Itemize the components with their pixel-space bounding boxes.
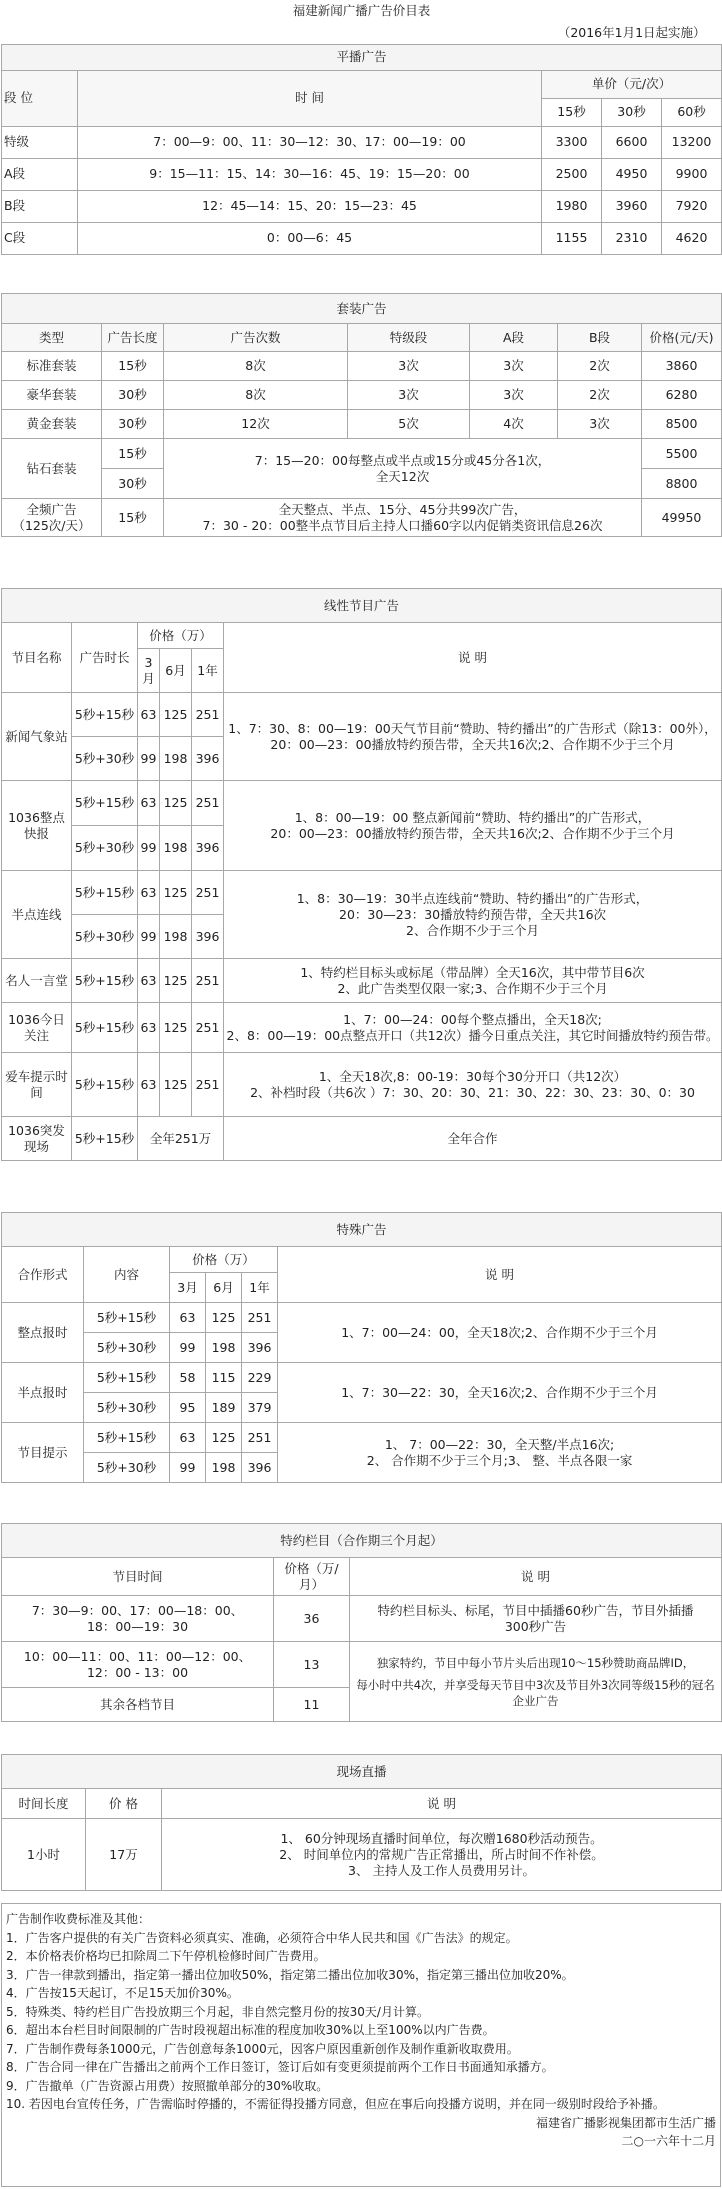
sponsor-price: 11 (274, 1688, 350, 1722)
pkg-length: 30秒 (102, 381, 164, 410)
price-cell: 全年251万 (138, 1117, 224, 1161)
fullband-desc-line: 全天整点、半点、15分、45分共99次广告， (278, 501, 527, 517)
special-title: 特殊广告 (2, 1213, 722, 1247)
program-length: 5秒+15秒 (72, 693, 138, 737)
sponsor-col-price: 价格（万/月） (274, 1558, 350, 1596)
price-cell: 4950 (602, 158, 662, 190)
special-ads-section (0, 1212, 722, 1483)
price-cell: 251 (192, 1053, 224, 1117)
price-cell: 63 (138, 871, 160, 915)
pkg-type: 标准套装 (2, 352, 102, 381)
price-cell: 251 (242, 1303, 278, 1333)
price-cell: 95 (170, 1393, 206, 1423)
program-ads-table (1, 588, 722, 1161)
notes-line: 10. 若因电台宣传任务，广告需临时停播的，不需征得投播方同意，但应在事后向投播方说明，并在同一级别时段给予补播。 (6, 2097, 665, 2111)
sponsor-section (0, 1523, 722, 1722)
price-cell: 379 (242, 1393, 278, 1423)
program-length: 5秒+30秒 (72, 915, 138, 959)
segment-name: 特级 (2, 126, 78, 158)
table-row (2, 781, 722, 826)
diamond-desc-line: 全天12次 (375, 468, 430, 484)
table-row (2, 959, 722, 1003)
program-desc (224, 1003, 722, 1053)
price-cell: 9900 (662, 158, 722, 190)
program-desc (224, 959, 722, 1003)
package-ads-section (0, 293, 722, 537)
pkg-length: 15秒 (102, 499, 164, 537)
notes-line: 8．广告合同一律在广告播出之前两个工作日签订，签订后如有变更须提前两个工作日书面通知承播方。 (6, 2060, 554, 2074)
segment-time: 0：00—6：45 (78, 222, 542, 254)
pkg-count: 8次 (164, 381, 348, 410)
table-row (2, 1363, 722, 1393)
live-desc-line: 1、 60分钟现场直播时间单位，每次赠1680秒活动预告。 (280, 1830, 603, 1846)
package-title: 套装广告 (2, 294, 722, 324)
price-cell: 99 (138, 915, 160, 959)
special-form: 半点报时 (2, 1363, 84, 1423)
col-time: 时 间 (78, 70, 542, 126)
price-cell: 189 (206, 1393, 242, 1423)
program-length: 5秒+15秒 (72, 1117, 138, 1161)
price-cell: 63 (138, 781, 160, 826)
price-cell: 2310 (602, 222, 662, 254)
program-desc (224, 781, 722, 871)
program-desc (224, 871, 722, 959)
table-row (2, 1053, 722, 1117)
segment-time: 9：15—11：15、14：30—16：45、19：15—20：00 (78, 158, 542, 190)
program-title: 线性节目广告 (2, 589, 722, 623)
program-desc-line: 2、此广告类型仅限一家;3、合作期不少于三个月 (337, 980, 608, 996)
program-desc-line: 2、8：00—19：00点整点开口（共12次）播今日重点关注，其它时间播放特约预告带。 (226, 1027, 719, 1043)
pkg-col-special: 特级段 (348, 324, 470, 352)
program-desc-line: 1、特约栏目标头或标尾（带品牌）全天16次，其中带节目6次 (300, 964, 645, 980)
pkg-b: 2次 (558, 381, 642, 410)
flat-ads-table (1, 0, 722, 255)
program-desc-line: 1、7：00—24：00每个整点播出，全天18次; (343, 1011, 602, 1027)
col-segment: 段 位 (2, 70, 78, 126)
pkg-b: 2次 (558, 352, 642, 381)
sp-col-3m: 3月 (170, 1273, 206, 1303)
price-cell: 63 (138, 1003, 160, 1053)
price-cell: 63 (170, 1303, 206, 1333)
live-price: 17万 (86, 1819, 162, 1891)
live-length: 1小时 (2, 1819, 86, 1891)
price-cell: 198 (206, 1453, 242, 1483)
program-name: 半点连线 (2, 871, 72, 959)
price-cell: 7920 (662, 190, 722, 222)
price-cell: 198 (160, 826, 192, 871)
notes-line: 9．广告撤单（广告资源占用费）按照撤单部分的30%收取。 (6, 2078, 329, 2093)
table-row (2, 352, 722, 381)
special-desc: 1、7：00—24：00，全天18次;2、合作期不少于三个月 (278, 1303, 722, 1363)
fullband-desc (164, 499, 642, 537)
duration-60: 60秒 (662, 98, 722, 126)
price-cell: 396 (192, 915, 224, 959)
sp-col-price: 价格（万） (170, 1247, 278, 1273)
pkg-type: 黄金套装 (2, 410, 102, 439)
price-cell: 63 (138, 1053, 160, 1117)
pkg-price: 3860 (642, 352, 722, 381)
prog-col-price: 价格（万） (138, 623, 224, 649)
price-cell: 63 (170, 1423, 206, 1453)
program-name: 1036今日关注 (2, 1003, 72, 1053)
price-cell: 99 (138, 826, 160, 871)
special-content: 5秒+15秒 (84, 1363, 170, 1393)
table-row (2, 499, 722, 537)
price-cell: 251 (192, 781, 224, 826)
program-name: 1036整点快报 (2, 781, 72, 871)
notes-line: 1．广告客户提供的有关广告资料必须真实、准确，必须符合中华人民共和国《广告法》的规定。 (6, 1930, 518, 1945)
live-desc-line: 3、 主持人及工作人员费用另计。 (348, 1862, 535, 1878)
price-cell: 63 (138, 693, 160, 737)
price-cell: 229 (242, 1363, 278, 1393)
segment-name: A段 (2, 158, 78, 190)
program-desc-line: 1、7：30、8：00—19：00天气节目前“赞助、特约播出”的广告形式（除13：00外）， (228, 720, 717, 736)
program-length: 5秒+15秒 (72, 781, 138, 826)
price-cell: 125 (206, 1423, 242, 1453)
pkg-col-count: 广告次数 (164, 324, 348, 352)
pkg-col-type: 类型 (2, 324, 102, 352)
sponsor-time: 其余各档节目 (2, 1688, 274, 1722)
prog-col-6m: 6月 (160, 649, 192, 693)
prog-col-name: 节目名称 (2, 623, 72, 693)
price-cell: 2500 (542, 158, 602, 190)
program-length: 5秒+15秒 (72, 1003, 138, 1053)
segment-name: B段 (2, 190, 78, 222)
signature: 福建省广播影视集团都市生活广播 (535, 2115, 716, 2130)
program-desc (224, 1053, 722, 1117)
pkg-a: 3次 (470, 381, 558, 410)
sponsor-title: 特约栏目（合作期三个月起） (2, 1524, 722, 1558)
prog-col-3m: 3月 (138, 649, 160, 693)
pkg-length: 15秒 (102, 352, 164, 381)
price-cell: 58 (170, 1363, 206, 1393)
price-cell: 63 (138, 959, 160, 1003)
pkg-a: 4次 (470, 410, 558, 439)
price-cell: 1980 (542, 190, 602, 222)
special-desc: 1、7：30—22：30，全天16次;2、合作期不少于三个月 (278, 1363, 722, 1423)
price-cell: 396 (242, 1333, 278, 1363)
notes-section (1, 1903, 721, 2187)
sp-col-desc: 说 明 (278, 1247, 722, 1303)
table-row (2, 1423, 722, 1453)
table-row (2, 410, 722, 439)
pkg-b: 3次 (558, 410, 642, 439)
pkg-length: 30秒 (102, 469, 164, 499)
program-name: 新闻气象站 (2, 693, 72, 781)
price-cell: 99 (138, 737, 160, 781)
sponsor-price: 13 (274, 1642, 350, 1688)
prog-col-length: 广告时长 (72, 623, 138, 693)
package-ads-table (1, 293, 722, 537)
program-length: 5秒+30秒 (72, 737, 138, 781)
notes-line: 6．超出本台栏目时间限制的广告时段视超出标准的程度加收30%以上至100%以内广告费。 (6, 2023, 495, 2037)
sponsor-price: 36 (274, 1596, 350, 1642)
sponsor-desc-line: 300秒广告 (504, 1618, 567, 1634)
table-row (2, 1642, 722, 1688)
sponsor-col-time: 节目时间 (2, 1558, 274, 1596)
sponsor-time-line: 10：00—11：00、11：00—12：00、 (23, 1648, 252, 1664)
program-length: 5秒+15秒 (72, 1053, 138, 1117)
sponsor-col-desc: 说 明 (350, 1558, 722, 1596)
price-cell: 4620 (662, 222, 722, 254)
program-desc-line: 1、8：00—19：00 整点新闻前“赞助、特约播出”的广告形式， (294, 809, 651, 825)
program-length: 5秒+30秒 (72, 826, 138, 871)
price-cell: 3960 (602, 190, 662, 222)
price-cell: 251 (242, 1423, 278, 1453)
live-desc-line: 2、 时间单位内的常规广告正常播出，所占时间不作补偿。 (279, 1846, 604, 1862)
sponsor-time-line: 12：00 - 13：00 (86, 1664, 189, 1680)
pkg-col-a: A段 (470, 324, 558, 352)
live-col-price: 价 格 (86, 1789, 162, 1819)
price-cell: 198 (160, 737, 192, 781)
price-cell: 13200 (662, 126, 722, 158)
special-form: 节目提示 (2, 1423, 84, 1483)
live-col-length: 时间长度 (2, 1789, 86, 1819)
price-cell: 198 (160, 915, 192, 959)
live-section (0, 1754, 722, 1891)
sign-date: 二○一六年十二月 (621, 2134, 716, 2148)
sponsor-time-line: 18：00—19：30 (86, 1618, 189, 1634)
segment-name: C段 (2, 222, 78, 254)
notes-line: 3．广告一律款到播出，指定第一播出位加收50%，指定第二播出位加收30%，指定第三播出位加收20%。 (6, 1967, 574, 1982)
table-row (2, 693, 722, 737)
program-desc-line: 1、全天18次,8：00-19：30每个30分开口（共12次） (318, 1068, 627, 1084)
special-form: 整点报时 (2, 1303, 84, 1363)
prog-col-desc: 说 明 (224, 623, 722, 693)
price-cell: 125 (160, 959, 192, 1003)
price-cell: 1155 (542, 222, 602, 254)
notes-title: 广告制作收费标准及其他： (6, 1912, 151, 1926)
table-row (2, 381, 722, 410)
program-desc-line: 1、8：30—19：30半点连线前“赞助、特约播出”的广告形式， (296, 890, 649, 906)
pkg-price: 8800 (642, 469, 722, 499)
table-row (2, 871, 722, 915)
price-cell: 115 (206, 1363, 242, 1393)
segment-time: 7：00—9：00、11：30—12：30、17：00—19：00 (78, 126, 542, 158)
price-cell: 251 (192, 693, 224, 737)
sponsor-desc-line: 每小时中共4次，并享受每天节目中3次及节目外3次同等级15秒的冠名企业广告 (356, 1677, 715, 1708)
pkg-col-b: B段 (558, 324, 642, 352)
sponsor-desc-line: 特约栏目标头、标尾，节目中插播60秒广告，节目外插播 (377, 1602, 694, 1618)
diamond-desc (164, 439, 642, 499)
segment-time: 12：45—14：15、20：15—23：45 (78, 190, 542, 222)
price-cell: 125 (160, 871, 192, 915)
special-desc-line: 2、 合作期不少于三个月;3、 整、半点各限一家 (366, 1452, 633, 1468)
duration-30: 30秒 (602, 98, 662, 126)
price-cell: 99 (170, 1453, 206, 1483)
program-desc-line: 20：00—23：00播放特约预告带，全天共16次;2、合作期不少于三个月 (270, 736, 675, 752)
price-cell: 99 (170, 1333, 206, 1363)
price-cell: 198 (206, 1333, 242, 1363)
price-cell: 125 (160, 1003, 192, 1053)
special-ads-table (1, 1212, 722, 1483)
live-title: 现场直播 (2, 1755, 722, 1789)
sp-col-1y: 1年 (242, 1273, 278, 1303)
table-row (2, 126, 722, 158)
effective-date: （2016年1月1日起实施） (557, 24, 706, 40)
price-cell: 125 (206, 1303, 242, 1333)
table-row (2, 190, 722, 222)
pkg-type (2, 499, 102, 537)
table-row (2, 1003, 722, 1053)
pkg-col-price: 价格(元/天) (642, 324, 722, 352)
notes-line: 4．广告按15天起订，不足15天加价30%。 (6, 1986, 239, 2000)
pkg-price: 8500 (642, 410, 722, 439)
price-cell: 3300 (542, 126, 602, 158)
pkg-type: 钻石套装 (2, 439, 102, 499)
live-table (1, 1754, 722, 1891)
program-name: 名人一言堂 (2, 959, 72, 1003)
table-row (2, 1596, 722, 1642)
program-name: 1036突发现场 (2, 1117, 72, 1161)
table-row (2, 1819, 722, 1891)
pkg-col-length: 广告长度 (102, 324, 164, 352)
live-desc (162, 1819, 722, 1891)
program-desc: 全年合作 (224, 1117, 722, 1161)
pkg-type-line: 全频广告 (26, 501, 77, 517)
pkg-length: 30秒 (102, 410, 164, 439)
price-cell: 251 (192, 1003, 224, 1053)
price-cell: 396 (242, 1453, 278, 1483)
pkg-price: 5500 (642, 439, 722, 469)
special-content: 5秒+30秒 (84, 1333, 170, 1363)
price-cell: 125 (160, 781, 192, 826)
table-row (2, 1117, 722, 1161)
table-row (2, 158, 722, 190)
sponsor-time-line: 7：30—9：00、17：00—18：00、 (31, 1602, 244, 1618)
sponsor-time (2, 1596, 274, 1642)
table-row (2, 439, 722, 469)
sp-col-6m: 6月 (206, 1273, 242, 1303)
special-desc (278, 1423, 722, 1483)
col-price: 单价（元/次） (542, 70, 722, 98)
fullband-desc-line: 7：30 - 20：00整半点节目后主持人口播60字以内促销类资讯信息26次 (202, 517, 603, 533)
special-content: 5秒+30秒 (84, 1393, 170, 1423)
price-cell: 251 (192, 959, 224, 1003)
notes-line: 2．本价格表价格均已扣除周二下午停机检修时间广告费用。 (6, 1949, 326, 1963)
pkg-price: 49950 (642, 499, 722, 537)
notes-line: 7．广告制作费每条1000元，广告创意每条1000元，因客户原因重新创作及制作重新收取费用。 (6, 2041, 519, 2056)
pkg-price: 6280 (642, 381, 722, 410)
prog-col-1y: 1年 (192, 649, 224, 693)
pkg-count: 12次 (164, 410, 348, 439)
pkg-type: 豪华套装 (2, 381, 102, 410)
price-cell: 125 (160, 1053, 192, 1117)
sp-col-form: 合作形式 (2, 1247, 84, 1303)
table-row (2, 222, 722, 254)
special-desc-line: 1、 7：00—22：30，全天整/半点16次; (384, 1436, 615, 1452)
duration-15: 15秒 (542, 98, 602, 126)
pkg-special: 3次 (348, 352, 470, 381)
sponsor-desc (350, 1596, 722, 1642)
pkg-a: 3次 (470, 352, 558, 381)
program-desc-line: 2、补档时段（共6次 ）7：30、20：30、21：30、22：30、23：30、0：30 (250, 1084, 695, 1100)
sponsor-table (1, 1523, 722, 1722)
pkg-special: 3次 (348, 381, 470, 410)
notes-line: 5．特殊类、特约栏目广告投放期三个月起，非自然完整月份的按30天/月计算。 (6, 2004, 429, 2019)
program-ads-section (0, 588, 722, 1161)
sponsor-desc-line: 独家特约，节目中每小节片头后出现10～15秒赞助商品牌ID， (376, 1655, 695, 1670)
program-length: 5秒+15秒 (72, 959, 138, 1003)
flat-title: 平播广告 (2, 44, 722, 70)
diamond-desc-line: 7：15—20：00每整点或半点或15分或45分各1次， (254, 452, 551, 468)
program-desc-line: 20：00—23：00播放特约预告带，全天共16次;2、合作期不少于三个月 (270, 825, 675, 841)
special-content: 5秒+15秒 (84, 1303, 170, 1333)
price-cell: 6600 (602, 126, 662, 158)
live-col-desc: 说 明 (162, 1789, 722, 1819)
program-length: 5秒+15秒 (72, 871, 138, 915)
program-desc-line: 2、合作期不少于三个月 (406, 922, 539, 938)
pkg-count: 8次 (164, 352, 348, 381)
price-cell: 125 (160, 693, 192, 737)
special-content: 5秒+30秒 (84, 1453, 170, 1483)
price-cell: 251 (192, 871, 224, 915)
pkg-special: 5次 (348, 410, 470, 439)
price-cell: 396 (192, 826, 224, 871)
price-cell: 396 (192, 737, 224, 781)
table-row (2, 1303, 722, 1333)
program-desc-line: 20：30—23：30播放特约预告带，全天共16次 (339, 906, 607, 922)
pkg-length: 15秒 (102, 439, 164, 469)
special-content: 5秒+15秒 (84, 1423, 170, 1453)
sp-col-content: 内容 (84, 1247, 170, 1303)
program-name: 爱车提示时间 (2, 1053, 72, 1117)
program-desc (224, 693, 722, 781)
pkg-type-line: （125次/天） (12, 517, 91, 533)
sponsor-desc (350, 1642, 722, 1722)
sponsor-time (2, 1642, 274, 1688)
flat-ads-section (0, 0, 722, 255)
doc-title: 福建新闻广播广告价目表 (292, 3, 431, 18)
